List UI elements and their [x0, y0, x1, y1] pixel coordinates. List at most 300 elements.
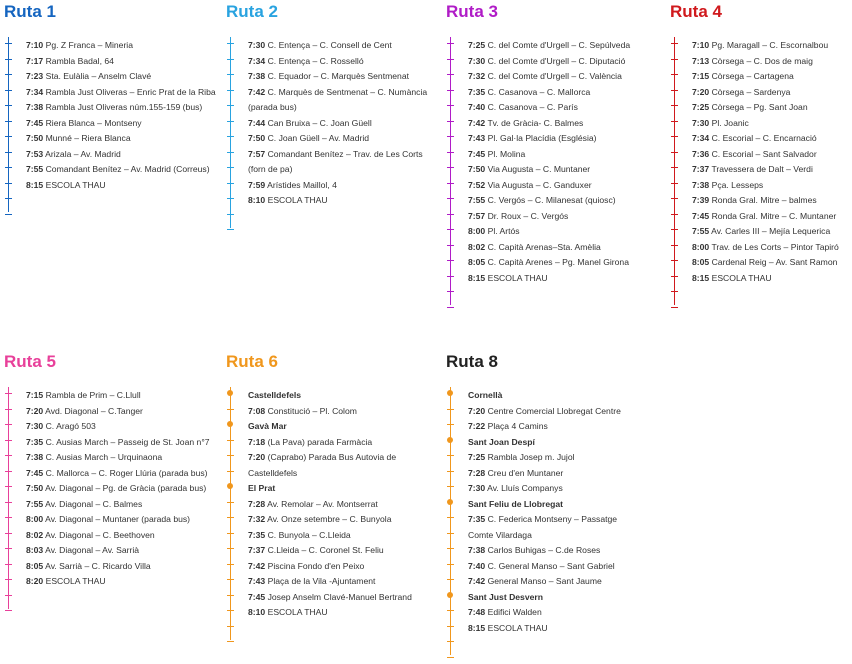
timeline-tick	[227, 409, 234, 410]
stop-time: 7:42	[248, 560, 266, 571]
stop-place: ESCOLA THAU	[711, 272, 772, 283]
stop-place: Pl. Gal·la Placídia (Església)	[487, 133, 597, 143]
stop-item	[26, 574, 210, 590]
stop-item	[692, 38, 839, 54]
route-title: Ruta 4	[670, 2, 722, 21]
stop-place: Av. Diagonal – Av. Sarrià	[45, 545, 140, 555]
stop-item	[468, 131, 630, 147]
stop-place: Rambla Just Oliveras – Enric Prat de la Riba	[45, 86, 216, 97]
stop-place: C. del Comte d'Urgell – C. Sepúlveda	[487, 40, 631, 50]
stop-time: 7:20	[692, 86, 710, 97]
stop-place: (parada bus)	[248, 102, 297, 112]
stop-item	[248, 178, 427, 194]
stop-item	[468, 621, 621, 637]
stop-item	[26, 497, 210, 513]
stop-place: Via Augusta – C. Ganduxer	[487, 179, 592, 190]
stop-place: Comte Vilardaga	[468, 529, 532, 540]
route-title: Ruta 1	[4, 2, 56, 21]
stop-item	[26, 512, 210, 528]
stop-time: 7:30	[468, 55, 486, 66]
stop-place: Av. Onze setembre – C. Bunyola	[267, 514, 392, 524]
stop-place: Avd. Diagonal – C.Tanger	[45, 405, 143, 416]
stop-item	[26, 466, 210, 482]
timeline-tick	[5, 121, 12, 122]
stop-time: 8:10	[248, 195, 266, 205]
stop-item	[26, 69, 216, 85]
stop-item	[26, 388, 210, 404]
timeline-tick	[5, 486, 12, 487]
stop-item	[468, 543, 621, 559]
stop-place: C. Escorial – C. Encarnació	[711, 133, 817, 143]
stop-time: 7:34	[26, 86, 44, 97]
stop-place: Pg. Maragall – C. Escornalbou	[711, 40, 829, 50]
timeline-tick	[671, 291, 678, 292]
stop-place: Plaça de la Vila -Ajuntament	[267, 576, 376, 586]
stop-item	[468, 528, 621, 544]
stop-time: 7:20	[26, 405, 44, 416]
stop-place: Riera Blanca – Montseny	[45, 117, 142, 128]
stop-time: 7:55	[468, 195, 486, 205]
stop-item	[468, 147, 630, 163]
stop-place: C. Ausias March – Passeig de St. Joan n°7	[45, 436, 210, 447]
stop-item	[692, 116, 839, 132]
stop-time: 8:15	[692, 272, 710, 283]
stop-item	[468, 271, 630, 287]
route-title: Ruta 6	[226, 352, 278, 371]
timeline-tick	[227, 440, 234, 441]
timeline-tick	[671, 43, 678, 44]
stop-item	[26, 38, 216, 54]
stop-item	[468, 193, 630, 209]
stop-place: Av. Remolar – Av. Montserrat	[267, 498, 378, 509]
timeline-tick	[671, 105, 678, 106]
stop-item	[248, 54, 427, 70]
stop-item	[692, 54, 839, 70]
timeline-tick	[5, 517, 12, 518]
timeline-tick	[447, 59, 454, 60]
timeline-tick	[5, 533, 12, 534]
stop-place: Dr. Roux – C. Vergós	[487, 210, 569, 221]
stop-item	[26, 85, 216, 101]
stop-item	[26, 116, 216, 132]
route-timeline-line	[674, 37, 675, 305]
stop-time: 7:57	[468, 210, 486, 221]
stop-item	[468, 605, 621, 621]
timeline-tick	[447, 90, 454, 91]
stop-place: Carlos Buhigas – C.de Roses	[487, 545, 601, 555]
stop-time: 7:38	[468, 545, 486, 555]
timeline-tick	[447, 291, 454, 292]
stop-item	[248, 85, 427, 101]
timeline-tick	[5, 579, 12, 580]
timeline-tick	[227, 198, 234, 199]
stop-place: Josep Anselm Clavé-Manuel Bertrand	[267, 591, 412, 602]
stop-place: Còrsega – Sardenya	[711, 86, 791, 97]
stop-time: 7:43	[468, 133, 486, 143]
stop-item	[692, 271, 839, 287]
timeline-tick	[227, 183, 234, 184]
town-heading	[248, 419, 412, 435]
stop-place: Travessera de Dalt – Verdi	[711, 164, 813, 174]
stop-item	[26, 131, 216, 147]
stop-item	[468, 450, 621, 466]
timeline-tick	[5, 152, 12, 153]
stop-time: 7:34	[692, 133, 710, 143]
timeline-tick	[227, 548, 234, 549]
stop-item	[468, 512, 621, 528]
stop-place: ESCOLA THAU	[267, 195, 328, 205]
stop-item	[468, 559, 621, 575]
timeline-tick	[447, 121, 454, 122]
timeline-tick	[447, 486, 454, 487]
stop-time: 7:45	[248, 591, 266, 602]
stop-place: (La Pava) parada Farmàcia	[267, 436, 373, 447]
stop-list	[26, 38, 216, 193]
stop-place: C.Lleida – C. Coronel St. Feliu	[267, 545, 384, 555]
stop-item	[248, 193, 427, 209]
stop-place: Còrsega – Pg. Sant Joan	[711, 102, 808, 112]
timeline-tick	[227, 74, 234, 75]
stop-item	[468, 69, 630, 85]
stop-place: C. Capità Arenes – Pg. Manel Girona	[487, 257, 629, 267]
timeline-tick	[5, 424, 12, 425]
stop-place: C. Federica Montseny – Passatge	[487, 514, 618, 524]
stop-time: 7:42	[468, 117, 486, 128]
stop-place: Creu d'en Muntaner	[487, 467, 564, 478]
stop-place: Constitució – Pl. Colom	[267, 405, 357, 416]
stop-item	[468, 162, 630, 178]
stop-place: Pl. Artós	[487, 226, 520, 236]
stop-time: 7:28	[248, 498, 266, 509]
stop-item	[26, 404, 210, 420]
stop-time: 8:15	[468, 622, 486, 633]
timeline-tick	[447, 548, 454, 549]
stop-place: C. Casanova – C. Mallorca	[487, 86, 591, 97]
stop-time: 7:18	[248, 436, 266, 447]
stop-list	[248, 388, 412, 621]
timeline-tick	[227, 59, 234, 60]
stop-item	[26, 178, 216, 194]
stop-place: General Manso – Sant Jaume	[487, 576, 602, 586]
timeline-tick	[447, 152, 454, 153]
stop-time: 7:38	[248, 71, 266, 81]
stop-place: Sta. Eulàlia – Anselm Clavé	[45, 71, 152, 81]
stop-item	[468, 466, 621, 482]
timeline-tick	[227, 533, 234, 534]
stop-time: 7:38	[26, 452, 44, 462]
stop-place: Pg. Z Franca – Mineria	[45, 40, 133, 50]
stop-item	[692, 255, 839, 271]
timeline-tick	[5, 595, 12, 596]
stop-item	[692, 100, 839, 116]
stop-time: 7:55	[692, 226, 710, 236]
stop-place: C. Aragó 503	[45, 421, 96, 431]
stop-place: C. Equador – C. Marquès Sentmenat	[267, 71, 409, 81]
timeline-tick	[227, 610, 234, 611]
stop-place: Arizala – Av. Madrid	[45, 148, 121, 159]
timeline-tick	[227, 641, 234, 642]
stop-time: 8:02	[468, 241, 486, 252]
stop-item	[26, 543, 210, 559]
stop-time: 7:50	[248, 133, 266, 143]
stop-item	[468, 116, 630, 132]
stop-item	[248, 162, 427, 178]
stop-place: Trav. de Les Corts – Pintor Tapiró	[711, 241, 839, 252]
stop-time: 7:53	[26, 148, 44, 159]
timeline-tick	[5, 136, 12, 137]
stop-place: Centre Comercial Llobregat Centre	[487, 405, 621, 416]
stop-item	[468, 178, 630, 194]
stop-item	[26, 481, 210, 497]
stop-time: 7:35	[248, 529, 266, 540]
stop-time: 7:45	[692, 210, 710, 221]
town-heading	[248, 481, 412, 497]
stop-place: C. Escorial – Sant Salvador	[711, 148, 817, 159]
town-heading	[468, 590, 621, 606]
stop-time: 7:20	[468, 405, 486, 416]
timeline-tick	[671, 198, 678, 199]
timeline-tick	[671, 90, 678, 91]
town-marker-dot	[447, 592, 453, 598]
timeline-tick	[447, 105, 454, 106]
timeline-tick	[5, 59, 12, 60]
timeline-tick	[5, 183, 12, 184]
stop-time: 7:35	[468, 86, 486, 97]
stop-item	[248, 605, 412, 621]
stop-item	[692, 162, 839, 178]
stop-place: C. Mallorca – C. Roger Llúria (parada bus)	[45, 467, 208, 478]
stop-time: 8:15	[26, 179, 44, 190]
stop-time: 8:00	[26, 514, 44, 524]
town-marker-dot	[447, 499, 453, 505]
timeline-tick	[5, 90, 12, 91]
stop-time: 7:36	[692, 148, 710, 159]
stop-place: Can Bruixa – C. Joan Güell	[267, 117, 372, 128]
stop-item	[26, 435, 210, 451]
stop-item	[468, 481, 621, 497]
stop-item	[692, 209, 839, 225]
stop-time: 7:10	[26, 40, 44, 50]
stop-place: C. del Comte d'Urgell – C. València	[487, 71, 622, 81]
stop-place: C. Capità Arenas–Sta. Amèlia	[487, 241, 601, 252]
town-heading	[468, 388, 621, 404]
stop-time: 7:39	[692, 195, 710, 205]
stop-time: 7:23	[26, 71, 44, 81]
timeline-tick	[227, 564, 234, 565]
stop-item	[26, 450, 210, 466]
stop-time: 7:15	[26, 390, 44, 400]
stop-place: (Caprabo) Parada Bus Autovia de	[267, 452, 397, 462]
stop-time: 7:50	[26, 483, 44, 493]
timeline-tick	[227, 579, 234, 580]
stop-item	[248, 404, 412, 420]
stop-item	[468, 85, 630, 101]
stop-item	[248, 116, 427, 132]
stop-place: Sant Just Desvern	[468, 591, 543, 602]
timeline-tick	[5, 198, 12, 199]
timeline-tick	[671, 276, 678, 277]
timeline-tick	[227, 626, 234, 627]
timeline-tick	[447, 641, 454, 642]
stop-place: C. Joan Güell – Av. Madrid	[267, 133, 370, 143]
timeline-tick	[5, 564, 12, 565]
stop-time: 7:10	[692, 40, 710, 50]
timeline-tick	[447, 43, 454, 44]
timeline-tick	[671, 214, 678, 215]
stop-place: Ronda Gral. Mitre – C. Muntaner	[711, 210, 837, 221]
timeline-tick	[447, 533, 454, 534]
stop-time: 7:45	[26, 117, 44, 128]
timeline-tick	[227, 43, 234, 44]
timeline-tick	[447, 260, 454, 261]
timeline-tick	[5, 548, 12, 549]
stop-place: Sant Joan Despí	[468, 436, 535, 447]
stop-time: 8:00	[692, 241, 710, 252]
stop-time: 7:48	[468, 607, 486, 617]
timeline-tick	[447, 626, 454, 627]
timeline-tick	[447, 455, 454, 456]
stop-time: 7:40	[468, 560, 486, 571]
timeline-tick	[447, 657, 454, 658]
stop-place: Castelldefels	[248, 390, 302, 400]
stop-time: 8:05	[26, 560, 44, 571]
stop-list	[468, 388, 621, 636]
stop-time: 7:32	[248, 514, 266, 524]
timeline-tick	[447, 579, 454, 580]
stop-time: 7:55	[26, 498, 44, 509]
timeline-tick	[227, 136, 234, 137]
stop-place: Rambla Badal, 64	[45, 55, 114, 66]
timeline-tick	[5, 440, 12, 441]
timeline-tick	[447, 307, 454, 308]
timeline-tick	[5, 105, 12, 106]
stop-item	[692, 85, 839, 101]
timeline-tick	[227, 595, 234, 596]
timeline-tick	[447, 214, 454, 215]
route-timeline-line	[230, 37, 231, 228]
timeline-tick	[5, 455, 12, 456]
stop-place: ESCOLA THAU	[45, 179, 106, 190]
stop-time: 7:30	[692, 117, 710, 128]
stop-time: 7:40	[468, 102, 486, 112]
town-marker-dot	[447, 437, 453, 443]
stop-item	[468, 419, 621, 435]
stop-place: C. Ausias March – Urquinaona	[45, 452, 163, 462]
timeline-tick	[447, 409, 454, 410]
stop-place: Sant Feliu de Llobregat	[468, 498, 564, 509]
stop-place: C. General Manso – Sant Gabriel	[487, 560, 615, 571]
stop-place: Rambla Just Oliveras núm.155-159 (bus)	[45, 102, 203, 112]
stop-place: Av. Diagonal – Pg. de Gràcia (parada bus)	[45, 483, 207, 493]
route-title: Ruta 8	[446, 352, 498, 371]
stop-item	[692, 178, 839, 194]
route-title: Ruta 2	[226, 2, 278, 21]
stop-place: Pça. Lesseps	[711, 179, 764, 190]
stop-place: Munné – Riera Blanca	[45, 133, 131, 143]
stop-item	[248, 559, 412, 575]
stop-item	[692, 147, 839, 163]
stop-item	[468, 255, 630, 271]
stop-item	[692, 240, 839, 256]
timeline-tick	[5, 167, 12, 168]
timeline-tick	[227, 105, 234, 106]
stop-place: ESCOLA THAU	[487, 622, 548, 633]
stop-time: 7:30	[26, 421, 44, 431]
stop-place: C. del Comte d'Urgell – C. Diputació	[487, 55, 626, 66]
timeline-tick	[5, 393, 12, 394]
stop-place: Edifici Walden	[487, 607, 542, 617]
stop-time: 7:52	[468, 179, 486, 190]
stop-item	[692, 131, 839, 147]
stop-item	[26, 54, 216, 70]
stop-item	[248, 466, 412, 482]
stop-place: Av. Sarrià – C. Ricardo Villa	[45, 560, 151, 571]
town-marker-dot	[227, 483, 233, 489]
stop-time: 7:44	[248, 117, 266, 128]
timeline-tick	[5, 502, 12, 503]
stop-time: 7:37	[692, 164, 710, 174]
timeline-tick	[671, 245, 678, 246]
stop-place: Arístides Maillol, 4	[267, 179, 337, 190]
stop-place: C. Bunyola – C.Lleida	[267, 529, 351, 540]
stop-time: 7:32	[468, 71, 486, 81]
stop-time: 7:50	[26, 133, 44, 143]
stop-time: 7:35	[26, 436, 44, 447]
town-heading	[248, 388, 412, 404]
stop-time: 7:45	[468, 148, 486, 159]
stop-time: 7:13	[692, 55, 710, 66]
stop-place: Rambla de Prim – C.Llull	[45, 390, 141, 400]
stop-item	[248, 528, 412, 544]
stop-item	[248, 147, 427, 163]
stop-item	[468, 100, 630, 116]
stop-place: C. Marquès de Sentmenat – C. Numància	[267, 86, 428, 97]
stop-item	[248, 131, 427, 147]
timeline-tick	[227, 214, 234, 215]
timeline-tick	[671, 152, 678, 153]
stop-place: Castelldefels	[248, 467, 298, 478]
stop-time: 8:10	[248, 607, 266, 617]
timeline-tick	[227, 229, 234, 230]
timeline-tick	[671, 260, 678, 261]
stop-item	[248, 435, 412, 451]
stop-item	[26, 162, 216, 178]
town-heading	[468, 497, 621, 513]
stop-place: Piscina Fondo d'en Peixo	[267, 560, 365, 571]
stop-time: 7:15	[692, 71, 710, 81]
stop-time: 7:30	[248, 40, 266, 50]
stop-item	[248, 69, 427, 85]
timeline-tick	[447, 610, 454, 611]
timeline-tick	[447, 564, 454, 565]
town-marker-dot	[227, 390, 233, 396]
route-title: Ruta 3	[446, 2, 498, 21]
route-timeline-line	[230, 387, 231, 640]
timeline-tick	[5, 471, 12, 472]
stop-place: Tv. de Gràcia- C. Balmes	[487, 117, 584, 128]
timeline-tick	[447, 471, 454, 472]
stop-place: Gavà Mar	[248, 421, 287, 431]
stop-time: 7:25	[468, 452, 486, 462]
stop-place: Comandant Benítez – Trav. de Les Corts	[267, 148, 423, 159]
timeline-tick	[671, 229, 678, 230]
stop-time: 7:42	[468, 576, 486, 586]
timeline-tick	[227, 152, 234, 153]
stop-place: Av. Diagonal – C. Balmes	[45, 498, 143, 509]
stop-time: 8:02	[26, 529, 44, 540]
timeline-tick	[447, 424, 454, 425]
timeline-tick	[447, 136, 454, 137]
